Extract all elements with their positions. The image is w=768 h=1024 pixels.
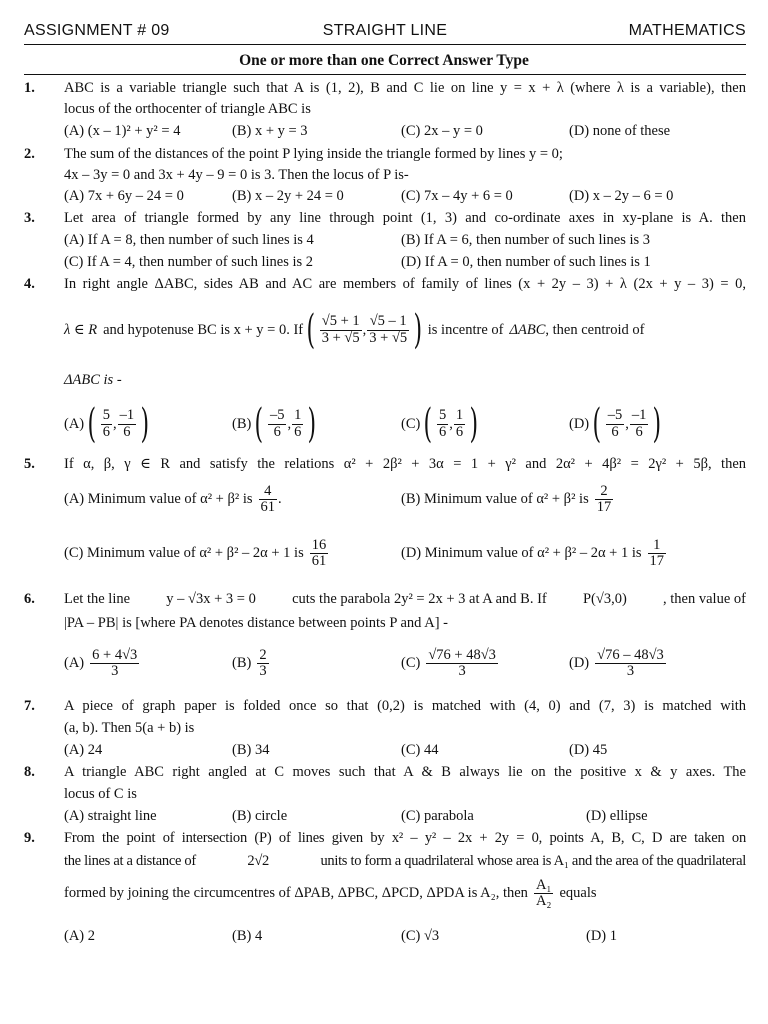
denominator: 6 [273,423,281,440]
option-d [401,538,667,569]
question-text-line: (a, b). Then 5(a + b) is [64,720,195,736]
option-b [401,484,614,515]
option-a: (A) straight line [64,808,157,824]
incentre-x-fraction [320,314,362,345]
question-text-line: The sum of the distances of the point P lying inside the triangle formed by lines y = 0; [64,146,563,162]
line-equation: y – √3x + 3 = 0 [166,591,256,607]
subject-title: MATHEMATICS [628,22,746,39]
question-text-line: If α, β, γ ∈ R and satisfy the relations α² + 2β² + 3α = 1 + γ² and 2α² + 4β² = 2γ² + 5β, then [64,456,746,472]
question-text-line: ABC is a variable triangle such that A is (1, 2), B and C lie on line y = x + λ (where λ is a variable), then [64,80,746,96]
triangle-abc-is: ΔABC is - [64,372,122,388]
chapter-title: STRAIGHT LINE [322,22,448,39]
hypotenuse-text: and hypotenuse BC is x + y = 0. If [103,321,304,338]
option-c: (C) parabola [401,808,474,824]
denominator: 3 + √5 [321,329,360,346]
option-c [64,538,329,569]
option-text: (C) Minimum value of α² + β² – 2α + 1 is [64,545,304,562]
triangle-abc: ΔABC [509,321,546,338]
option-b [232,648,270,679]
option-b: (B) circle [232,808,288,824]
option-b: (B) x + y = 3 [232,123,308,139]
incentre-y-fraction [367,314,409,345]
option-a: (A) (x – 1)² + y² = 4 [64,123,181,139]
option-text: (A) Minimum value of α² + β² is [64,491,253,508]
numerator: 1 [648,538,667,554]
header-divider [24,44,746,45]
numerator: √76 + 48√3 [428,647,496,663]
denominator: 6 [611,423,619,440]
denominator: 17 [649,553,665,570]
numerator: √76 – 48√3 [597,647,664,663]
option-c: (C) If A = 4, then number of such lines is 2 [64,254,314,270]
option-b: (B) x – 2y + 24 = 0 [232,188,344,204]
question-number: 8. [24,764,35,780]
option-c: (C) 2x – y = 0 [401,123,483,139]
denominator: 6 [635,423,643,440]
numerator: 4 [259,484,278,500]
question-number: 5. [24,456,35,472]
period: . [278,491,282,508]
text-segment: Let the line [64,591,131,607]
denominator: 61 [311,553,327,570]
denominator: 6 [123,423,131,440]
numerator: –5 [607,407,623,424]
option-d: (D) If A = 0, then number of such lines is 1 [401,254,651,270]
denominator: 61 [260,499,276,516]
question-text-line [64,591,746,608]
option-label: (A) [64,655,85,672]
question-text-line: 4x – 3y = 0 and 3x + 4y – 9 = 0 is 3. Then the locus of P is- [64,167,409,183]
question-text-line: A piece of graph paper is folded once so that (0,2) is matched with (4, 0) and (7, 3) is matched with [64,698,746,714]
numerator: –5 [269,407,285,424]
option-text: (D) Minimum value of α² + β² – 2α + 1 is [401,545,642,562]
numerator: 2 [595,484,614,500]
question-number: 6. [24,591,35,607]
option-label: (D) [569,415,590,432]
question-text-line [64,372,122,389]
question-text-line: Let area of triangle formed by any line through point (1, 3) and co-ordinate axes in xy-plane is A. then [64,210,746,226]
numerator: √5 + 1 [321,313,360,330]
option-label: (A) [64,415,85,432]
denominator: 3 + √5 [369,329,408,346]
numerator: 5 [102,407,110,424]
question-number: 7. [24,698,35,714]
option-d: (D) ( $\frac{-5}{6}$ , $\frac{-1}{6}$ ) [569,401,662,447]
question-text-line: In right angle ΔABC, sides AB and AC are members of family of lines (x + 2y – 3) + λ (2x + y – 3) = 0, [64,276,746,292]
question-number: 3. [24,210,35,226]
option-a: (A) 2 [64,928,96,944]
numerator: 5 [438,407,447,424]
option-label: (B) [232,415,252,432]
option-b: (B) 4 [232,928,263,944]
text-segment: cuts the parabola 2y² = 2x + 3 at A and B. If [292,591,547,607]
option-label: (B) [232,655,252,672]
option-a: (A) 7x + 6y – 24 = 0 [64,188,184,204]
text-segment: the lines at a distance of [64,853,196,869]
assignment-number: ASSIGNMENT # 09 [24,22,170,39]
option-c: (C) 7x – 4y + 6 = 0 [401,188,513,204]
option-text: (B) Minimum value of α² + β² is [401,491,589,508]
denominator: 3 [626,663,635,680]
text-segment: units to form a quadrilateral whose area is A₁ and the area of the quadrilateral [320,853,746,869]
option-b: (B) If A = 6, then number of such lines is 3 [401,232,651,248]
question-text-line [64,878,597,909]
question-text-line: locus of the orthocenter of triangle ABC is [64,101,311,117]
section-divider [24,74,746,75]
question-text-line: A triangle ABC right angled at C moves such that A & B always lie on the positive x & y axes. The [64,764,746,780]
question-number: 9. [24,830,35,846]
section-title: One or more than one Correct Answer Type [239,52,529,69]
numerator: 2 [259,647,267,663]
numerator: 1 [294,407,302,424]
option-d: (D) ellipse [586,808,648,824]
option-b: (B) ( $\frac{-5}{6}$ , $\frac{1}{6}$ ) [232,401,317,447]
question-number: 2. [24,146,35,162]
option-c: (C) √3 [401,928,440,944]
option-label: (C) [401,415,421,432]
denominator: 6 [294,423,302,440]
denominator: 6 [455,423,464,440]
option-label: (D) [569,655,590,672]
numerator: –1 [119,407,135,424]
question-text-line: locus of C is [64,786,137,802]
denominator: 3 [458,663,466,680]
denominator: 3 [111,663,119,680]
option-b: (B) 34 [232,742,270,758]
option-a: (A) If A = 8, then number of such lines is 4 [64,232,314,248]
numerator: 6 + 4√3 [92,647,138,663]
option-a: (A) ( $\frac{5}{6}$ , $\frac{-1}{6}$ ) [64,401,150,447]
option-c: (C) 44 [401,742,439,758]
denominator: 6 [102,423,110,440]
question-number: 1. [24,80,35,96]
text-segment: equals [559,885,597,902]
option-label: (C) [401,655,421,672]
option-c: (C) ( $\frac{5}{6}$ , $\frac{1}{6}$ ) [401,401,479,447]
option-a [64,484,282,515]
numerator: 1 [455,407,464,424]
numerator: 16 [311,537,327,553]
question-text-line: |PA – PB| is [where PA denotes distance between points P and A] - [64,615,448,631]
incentre-text: is incentre of [427,321,504,338]
right-paren: ) [413,307,423,353]
page-header [24,18,746,44]
left-paren: ( [306,307,316,353]
option-d: (D) 1 [586,928,618,944]
option-d: (D) x – 2y – 6 = 0 [569,188,674,204]
option-a: (A) 24 [64,742,103,758]
question-text-line: From the point of intersection (P) of lines given by x² – y² – 2x + 2y = 0, points A, B, C, D are taken on [64,830,746,846]
text-segment: , then value of [663,591,746,607]
option-a [64,648,140,679]
denominator: 17 [596,499,612,516]
option-d: (D) none of these [569,123,671,139]
numerator: A₁ [535,877,552,893]
question-text-line [64,853,746,870]
numerator: –1 [631,407,647,424]
lambda-in-r: λ ∈ R [64,321,98,338]
option-d: (D) 45 [569,742,608,758]
question-number: 4. [24,276,35,292]
point-p: P(√3,0) [582,591,627,607]
question-text-line: λ ∈ R and hypotenuse BC is x + y = 0. If ( $\frac{√5 + 1}{3 + √5}$ , $\frac{√5 - 1}{3 + √5}$ ) is incentre of ΔABC , then centroid of [64,307,645,353]
option-c [401,648,499,679]
distance-value: 2√2 [247,853,269,869]
denominator: A₂ [535,893,552,910]
denominator: 6 [438,423,447,440]
numerator: √5 – 1 [367,314,409,330]
centroid-text: , then centroid of [545,321,645,338]
denominator: 3 [259,663,267,680]
option-d [569,648,667,679]
text-segment: formed by joining the circumcentres of ΔPAB, ΔPBC, ΔPCD, ΔPDA is A₂, then [64,885,528,902]
